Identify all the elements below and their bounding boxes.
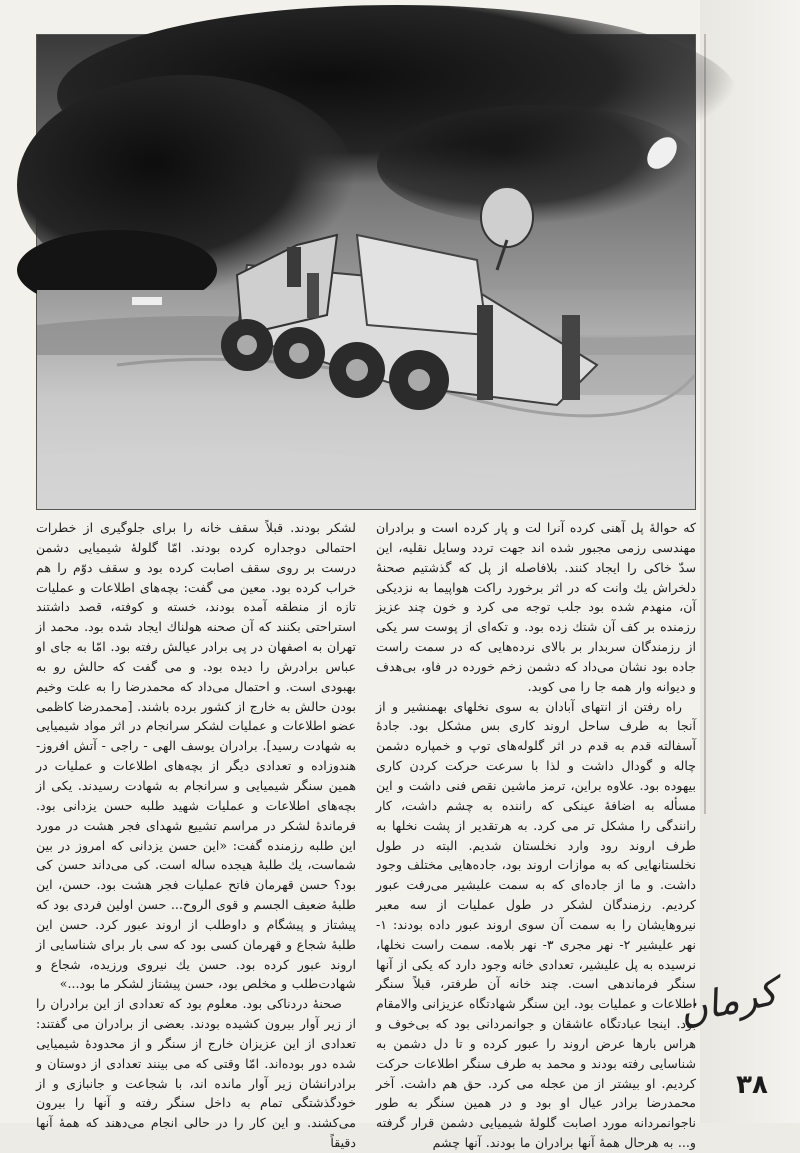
war-photo — [36, 34, 696, 510]
paragraph: صحنهٔ دردناکی بود. معلوم بود که تعدادی از این برادران را از زیر آوار بیرون کشیده بودند. بعضی از برادران می گفتند: تعدادی از این عزیزان خارج از سنگر و از محدودهٔ شیمیایی شده دور بوده‌اند. امّا وقتی که می بینند تعدادی از دوستان و برادرانشان زیر آوار مانده اند، با شجاعت و جانبازی و از خودگذشتگی تمام به داخل سنگر رفته و آنها را بیرون می‌کشند. و این کار را در حالی انجام می‌دهند که همهٔ آنها دقیقاً — [36, 996, 356, 1151]
margin-rule — [704, 34, 706, 814]
paragraph: راه رفتن از انتهای آبادان به سوی نخلهای بهمنشیر و از آنجا به طرف ساحل اروند کاری بس مشکل بود. جادهٔ آسفالته قدم به قدم در اثر گلوله‌های توپ و خمپاره دشمن چاله و گودال داشت و لذا با سرعت حرکت کردن کاری بیهوده بود. علاوه براین، ترمز ماشین نقص فنی داشت و این مسأله به اضافهٔ عینکی که راننده به چشم داشت، کار رانندگی را مشکل تر می کرد. به هرتقدیر از پشت نخلها به طرف اروند رود وارد نخلستان شدیم. البته در طول نخلستانهایی که به موازات اروند بود، جاده‌هایی مختلف وجود داشت. و ما از جاده‌ای که به سمت علیشیر می‌رفت عبور کردیم. رزمندگان لشکر در طول عملیات از سه معبر نیروهایشان را به سمت آن سوی اروند عبور داده بودند: ۱- نهر علیشیر ۲- نهر مجری ۳- نهر بلامه. سمت راست نخلها، نرسیده به پل علیشیر، تعدادی خانه وجود دارد که یکی از آنها سنگر فرماندهی است. چند خانه آن طرفتر، قبلاً سنگر اطلاعات و عملیات بود. این سنگر شهادتگاه عزیزانی والامقام بود. اینجا عبادتگاه عاشقان و جوانمردانی بود که بی‌خوف و هراس بارها عرض اروند را عبور کرده و تا دل دشمن به شناسایی رفته بودند و محمد به طرف سنگر اطلاعات حرکت کردیم. او بیشتر از من عجله می کرد. حق هم داشت. آخر محمدرضا برادر عیال او بود و در همین سنگر به طور ناجوانمردانه مورد اصابت گلولهٔ شیمیایی دشمن قرار گرفته و... به هرحال همهٔ آنها برادران ما بودند. آنها چشم — [376, 698, 696, 1151]
photo-truck-war-scene — [37, 35, 695, 509]
page-margin — [675, 0, 800, 1123]
article-body — [36, 518, 696, 1151]
magazine-logo: کرمان — [675, 969, 782, 1033]
paragraph: که حواله‌ٔ پل آهنی کرده آنرا لت و پار کرده است و برادران مهندسی رزمی مجبور شده اند جهت تردد وسایل نقلیه، این سدّ خاکی را ایجاد کنند. بلافاصله از پل که گذشتیم صحنهٔ دلخراش یك وانت که در اثر برخورد راکت هواپیما به نزدیکی آن، منهدم شده بود جلب توجه می کرد و خون چند عزیز رزمنده بر کف آن شتك زده بود. و تکه‌ای از پوست سر یکی از رزمندگان سربدار بر بالای نرده‌هایی که در سمت راست جاده بود نشان می‌داد که دشمن زخم خورده در فاو، بی‌هدف و دیوانه وار همه جا را می کوبد. — [376, 520, 696, 694]
paragraph: لشکر بودند. قبلاً سقف خانه را برای جلوگیری از خطرات احتمالی دوجداره کرده بودند. امّا گلولهٔ شیمیایی دشمن درست بر روی سقف اصابت کرده بود و سقف دوّم را هم خراب کرده بود. معین می گفت: بچه‌های اطلاعات و عملیات تازه از منطقه آمده بودند، خسته و کوفته، قصد داشتند استراحتی بکنند که آن صحنه هولناك ایجاد شده بود. محمد از تهران به اصفهان در پی برادر عیالش رفته بود. امّا به جای او عباس برادرش را دیده بود. و می گفت که حالش رو به بهبودی است. و احتمال می‌داد که محمدرضا را به علت وخیم بودن حالش به خارج از کشور برده باشند. [محمدرضا کاظمی عضو اطلاعات و عملیات لشکر سرانجام در اثر مواد شیمیایی به شهادت رسید]. برادران یوسف الهی - راجی - آتش افروز- هندوزاده و تعدادی دیگر از بچه‌های اطلاعات و عملیات در همین سنگر شیمیایی و سرانجام به شهادت رسیدند. یکی از بچه‌های اطلاعات و عملیات شهید طلبه حسن یزدانی بود. فرماندهٔ لشکر در مراسم تشییع شهدای فجر هشت در مورد این طلبه رزمنده گفت: «این حسن یزدانی که امروز در بین شماست، یك طلبهٔ هیجده ساله است. کی می‌داند حسن کی بود؟ حسن قهرمان فاتح عملیات فجر هشت بود. حسن، این طلبهٔ ضعیف الجسم و قوی الروح... حسن اولین فردی بود که پیشتاز و پیشگام و داوطلب از اروند عبور کرد. حسن این طلبهٔ شجاع و قهرمان کسی بود که سی بار برای شناسایی از اروند عبور کرده بود. حسن یك نیروی ورزیده، شجاع و شهادت‌طلب و مخلص بود، حسن پیشتاز لشکر ما بود...» — [36, 520, 356, 992]
text-column-left — [36, 518, 356, 1151]
page-number: ۳۸ — [736, 1070, 768, 1100]
text-column-right — [376, 518, 696, 1151]
